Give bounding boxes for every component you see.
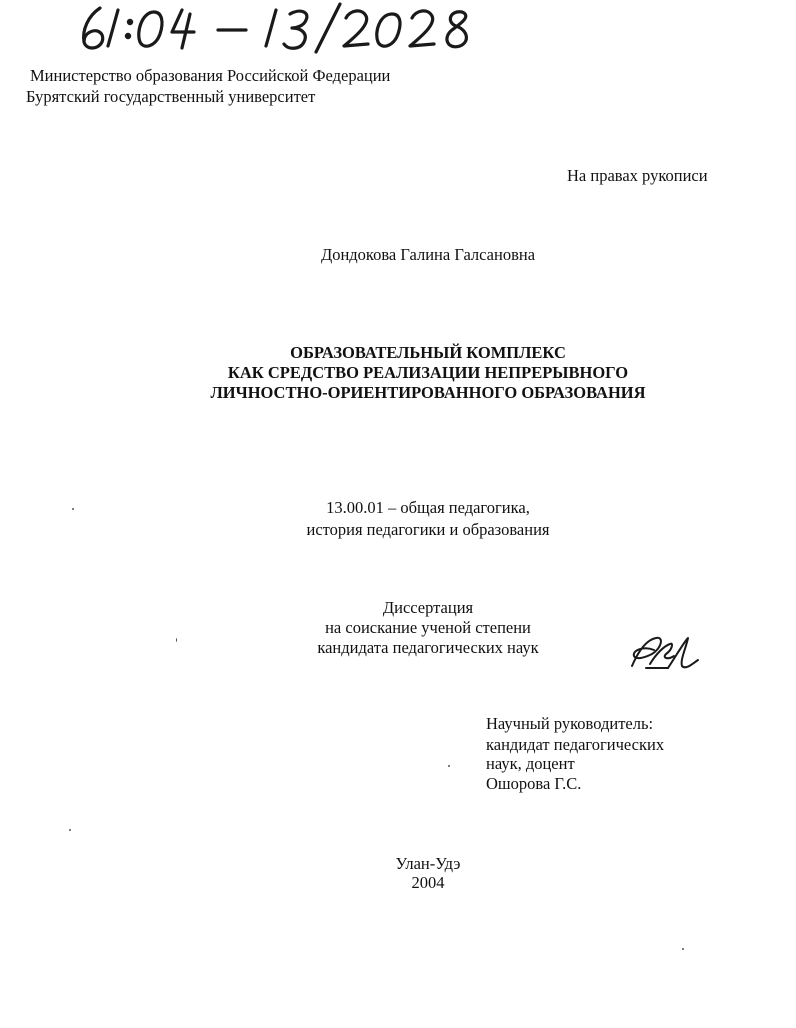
scan-speck <box>176 638 177 642</box>
thesis-title-line-1: ОБРАЗОВАТЕЛЬНЫЙ КОМПЛЕКС <box>290 343 566 362</box>
thesis-title-line-3: ЛИЧНОСТНО-ОРИЕНТИРОВАННОГО ОБРАЗОВАНИЯ <box>210 383 646 402</box>
scan-speck <box>448 765 450 767</box>
city: Улан-Удэ <box>395 854 461 873</box>
signature <box>628 630 700 672</box>
supervisor-label: Научный руководитель: <box>486 714 654 733</box>
university-name: Бурятский государственный университет <box>26 87 316 106</box>
author-name: Дондокова Галина Галсановна <box>320 245 536 264</box>
dissertation-label: Диссертация <box>382 598 474 617</box>
scan-speck <box>682 948 684 950</box>
year: 2004 <box>411 873 445 892</box>
ministry-name: Министерство образования Российской Федерации <box>30 66 391 85</box>
degree-field-line: кандидата педагогических наук <box>317 638 539 657</box>
specialty-line-2: история педагогики и образования <box>306 520 550 539</box>
supervisor-title: наук, доцент <box>486 754 575 773</box>
scan-speck <box>69 829 71 831</box>
supervisor-degree: кандидат педагогических <box>486 735 665 754</box>
thesis-title-line-2: КАК СРЕДСТВО РЕАЛИЗАЦИИ НЕПРЕРЫВНОГО <box>227 363 629 382</box>
degree-line: на соискание ученой степени <box>325 618 531 637</box>
supervisor-name: Ошорова Г.С. <box>486 774 582 793</box>
handwritten-archive-code <box>78 2 498 54</box>
rights-note: На правах рукописи <box>567 166 708 185</box>
scan-speck <box>72 508 74 510</box>
specialty-line-1: 13.00.01 – общая педагогика, <box>326 498 530 517</box>
